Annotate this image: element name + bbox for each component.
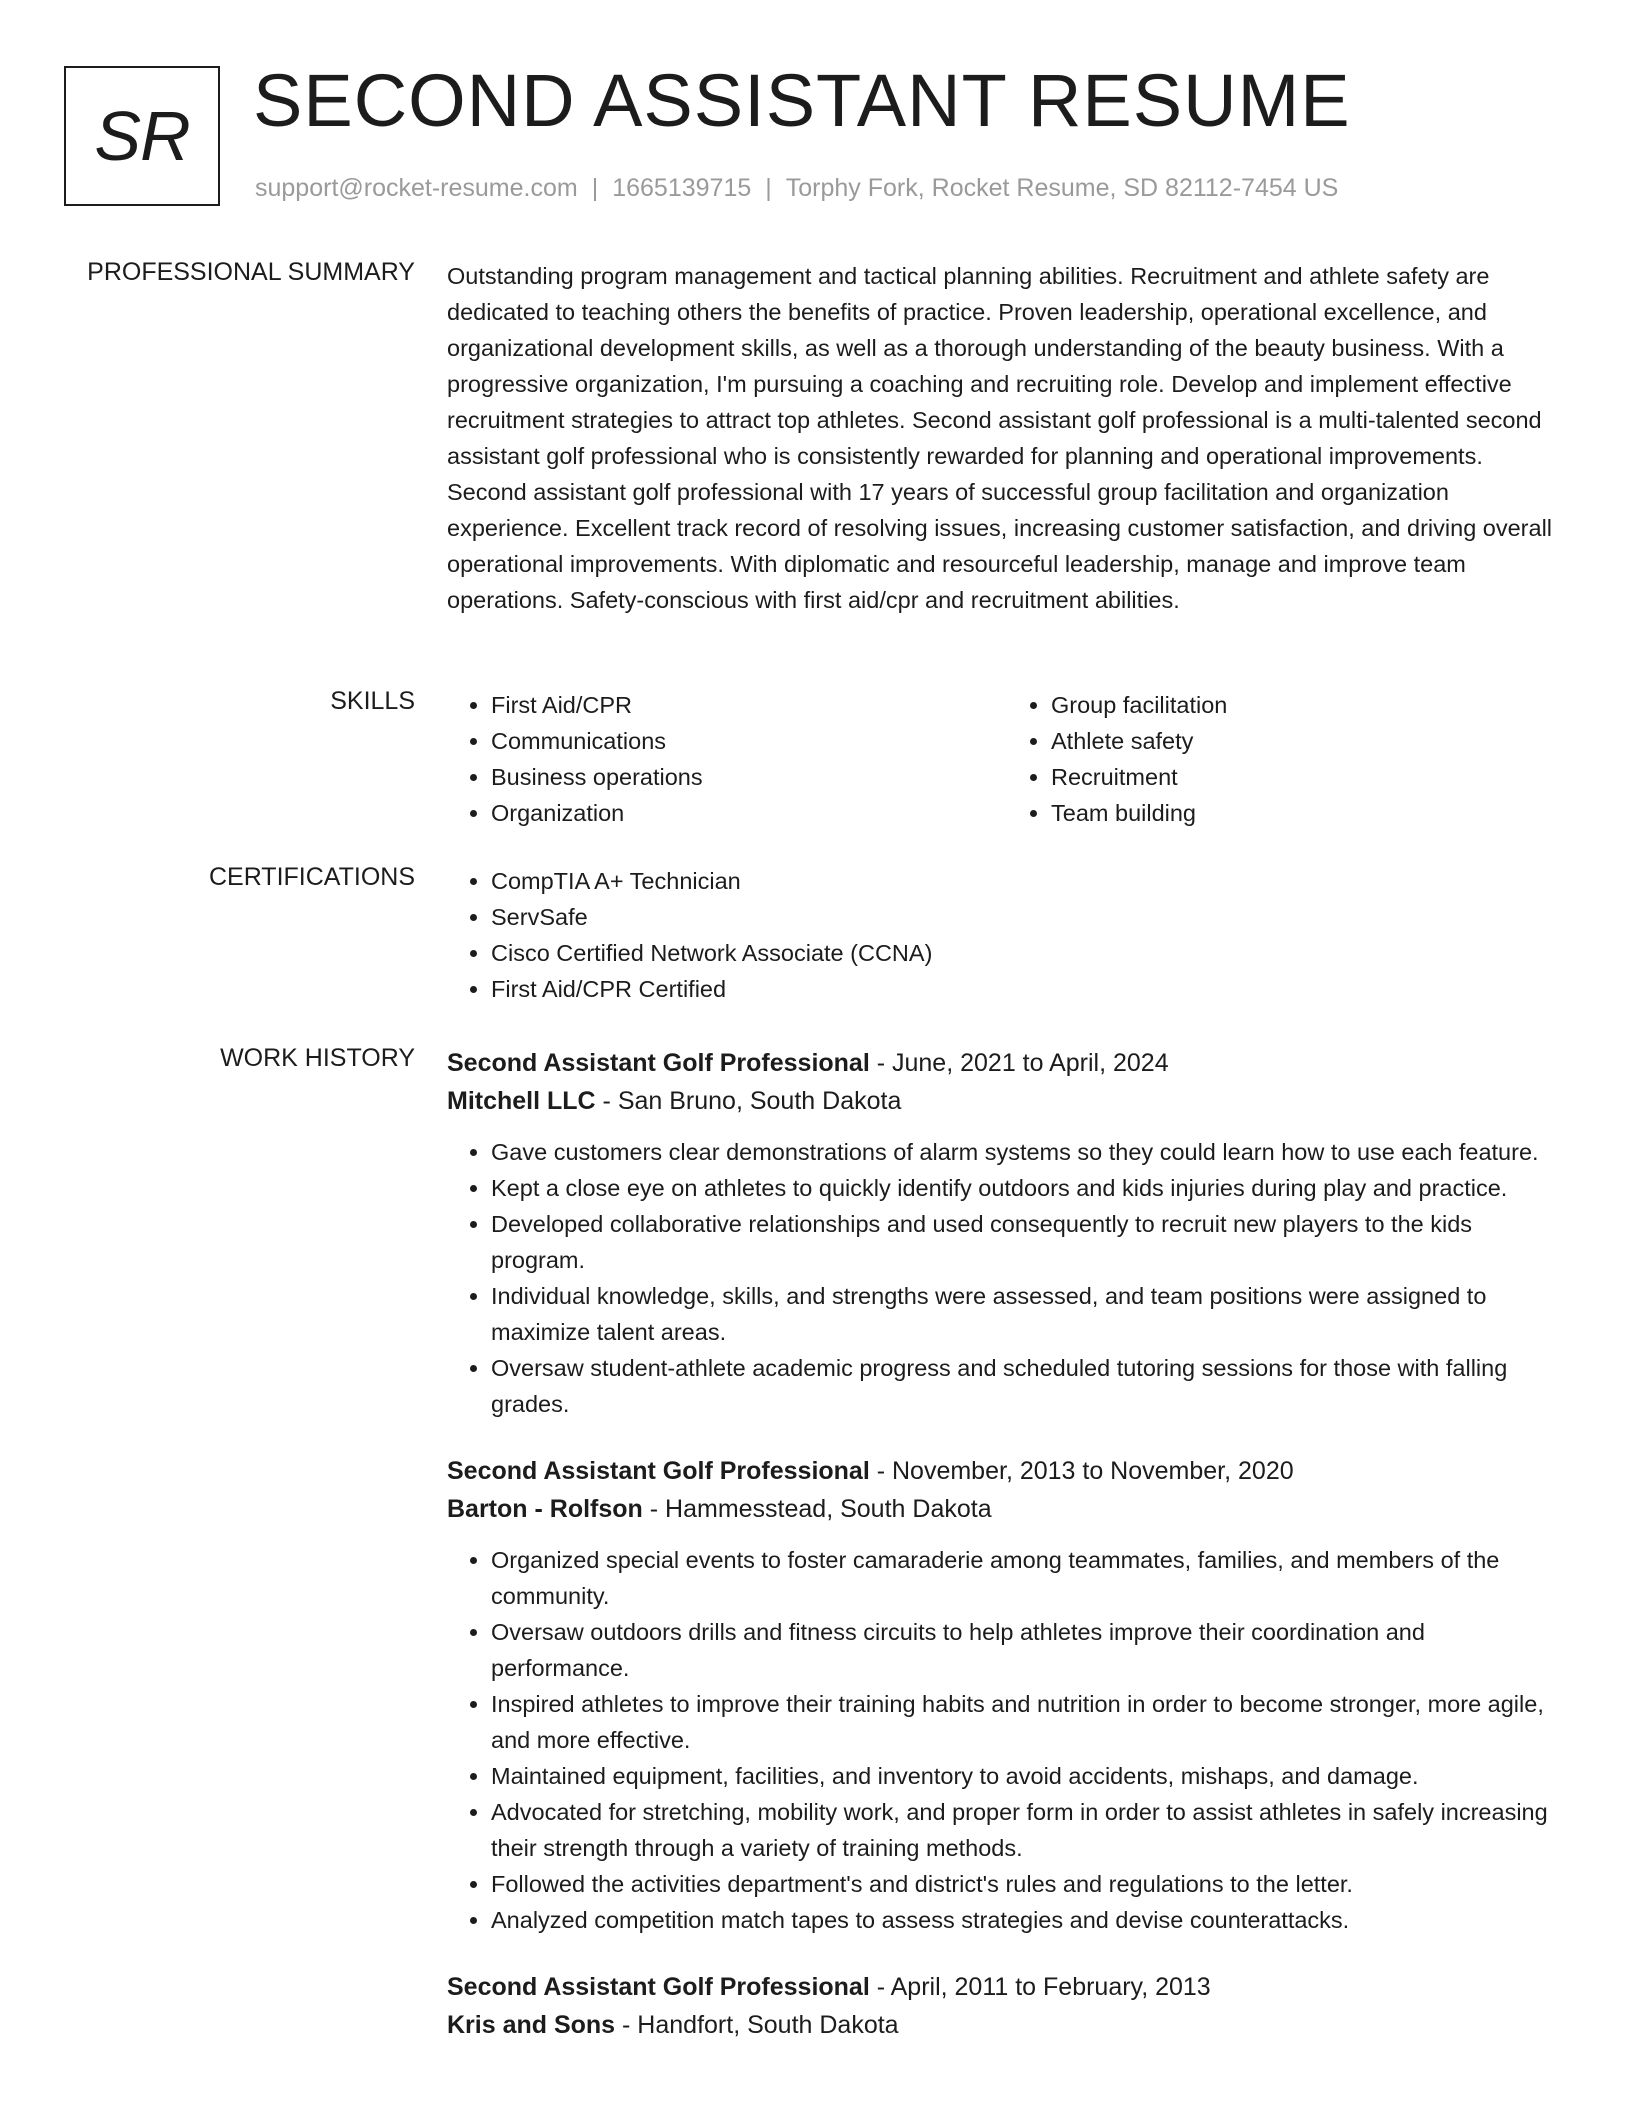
job-dates: - June, 2021 to April, 2024 xyxy=(869,1049,1169,1077)
certification-item: • Cisco Certified Network Associate (CCNA) xyxy=(491,935,1567,971)
skill-item: • Athlete safety xyxy=(1051,723,1567,759)
section-label-skills: SKILLS xyxy=(330,687,415,715)
job-dates: - November, 2013 to November, 2020 xyxy=(869,1457,1294,1485)
job-title: Second Assistant Golf Professional xyxy=(447,1457,870,1485)
contact-separator: | xyxy=(591,174,599,202)
job-bullet: • Kept a close eye on athletes to quickly identify outdoors and kids injuries during play and practice. xyxy=(491,1170,1567,1206)
summary-body xyxy=(447,258,1567,618)
job-location: - Hammesstead, South Dakota xyxy=(642,1495,992,1523)
job-title-line xyxy=(447,1044,1567,1082)
job-title: Second Assistant Golf Professional xyxy=(447,1049,870,1077)
skill-item: • Group facilitation xyxy=(1051,687,1567,723)
job-dates: - April, 2011 to February, 2013 xyxy=(869,1973,1211,2001)
job-company: Barton - Rolfson xyxy=(447,1495,643,1523)
job-bullet: • Advocated for stretching, mobility work, and proper form in order to assist athletes in safely increasing their strength through a variety of training methods. xyxy=(491,1794,1567,1866)
job-company: Kris and Sons xyxy=(447,2011,616,2039)
job-bullet: • Maintained equipment, facilities, and inventory to avoid accidents, mishaps, and damage. xyxy=(491,1758,1567,1794)
job-entry xyxy=(447,1968,1567,2044)
job-entry xyxy=(447,1452,1567,1938)
skill-item: • Business operations xyxy=(491,759,1007,795)
certification-item: • First Aid/CPR Certified xyxy=(491,971,1567,1007)
contact-phone: 1665139715 xyxy=(612,174,752,202)
section-label-certifications: CERTIFICATIONS xyxy=(208,863,415,891)
skill-item: • First Aid/CPR xyxy=(491,687,1007,723)
skill-item: • Organization xyxy=(491,795,1007,831)
job-company-line xyxy=(447,1490,1567,1528)
skill-item: • Team building xyxy=(1051,795,1567,831)
contact-line xyxy=(255,174,1338,203)
skill-item: • Recruitment xyxy=(1051,759,1567,795)
skills-body xyxy=(447,687,1567,831)
job-bullet: • Gave customers clear demonstrations of alarm systems so they could learn how to use each feature. xyxy=(491,1134,1567,1170)
job-bullet: • Individual knowledge, skills, and strengths were assessed, and team positions were assigned to maximize talent areas. xyxy=(491,1278,1567,1350)
certification-item: • CompTIA A+ Technician xyxy=(491,863,1567,899)
skills-list-left xyxy=(447,687,1007,831)
job-bullet: • Oversaw student-athlete academic progress and scheduled tutoring sessions for those with falling grades. xyxy=(491,1350,1567,1422)
certifications-body xyxy=(447,863,1567,1007)
certification-item: • ServSafe xyxy=(491,899,1567,935)
job-bullet: • Organized special events to foster camaraderie among teammates, families, and members of the community. xyxy=(491,1542,1567,1614)
job-location: - Handfort, South Dakota xyxy=(615,2011,899,2039)
summary-text: Outstanding program management and tactical planning abilities. Recruitment and athlete safety are dedicated to teaching others the benefits of practice. Proven leadership, operational excellence, and organizational development skills, as well as a thorough understanding of the beauty business. With a progressive organization, I'm pursuing a coaching and recruiting role. Develop and implement effective recruitment strategies to attract top athletes. Second assistant golf professional is a multi-talented second assistant golf professional who is consistently rewarded for planning and operational improvements. Second assistant golf professional with 17 years of successful group facilitation and organization experience. Excellent track record of resolving issues, increasing customer satisfaction, and driving overall operational improvements. With diplomatic and resourceful leadership, manage and improve team operations. Safety-conscious with first aid/cpr and recruitment abilities. xyxy=(447,263,1553,613)
job-bullets xyxy=(447,1134,1567,1422)
contact-email: support@rocket-resume.com xyxy=(255,174,578,202)
skills-list-right xyxy=(1007,687,1567,831)
resume-header xyxy=(0,0,1632,250)
job-title: Second Assistant Golf Professional xyxy=(447,1973,870,2001)
job-entry xyxy=(447,1044,1567,1422)
job-title-line xyxy=(447,1452,1567,1490)
certifications-list xyxy=(447,863,1567,1007)
job-company-line xyxy=(447,2006,1567,2044)
work-body xyxy=(447,1044,1567,2074)
section-label-summary: PROFESSIONAL SUMMARY xyxy=(87,258,415,286)
job-bullet: • Inspired athletes to improve their training habits and nutrition in order to become stronger, more agile, and more effective. xyxy=(491,1686,1567,1758)
job-bullet: • Followed the activities department's and district's rules and regulations to the letter. xyxy=(491,1866,1567,1902)
job-location: - San Bruno, South Dakota xyxy=(595,1087,902,1115)
job-company-line xyxy=(447,1082,1567,1120)
contact-separator: | xyxy=(765,174,772,202)
job-bullet: • Analyzed competition match tapes to assess strategies and devise counterattacks. xyxy=(491,1902,1567,1938)
page-title: SECOND ASSISTANT RESUME xyxy=(253,59,1351,142)
job-bullet: • Oversaw outdoors drills and fitness circuits to help athletes improve their coordination and performance. xyxy=(491,1614,1567,1686)
job-bullets xyxy=(447,1542,1567,1938)
job-bullet: • Developed collaborative relationships and used consequently to recruit new players to the kids program. xyxy=(491,1206,1567,1278)
job-company: Mitchell LLC xyxy=(447,1087,596,1115)
monogram: SR xyxy=(64,66,220,206)
contact-address: Torphy Fork, Rocket Resume, SD 82112-7454 US xyxy=(785,174,1339,202)
job-title-line xyxy=(447,1968,1567,2006)
section-label-work: WORK HISTORY xyxy=(220,1044,415,1072)
skill-item: • Communications xyxy=(491,723,1007,759)
